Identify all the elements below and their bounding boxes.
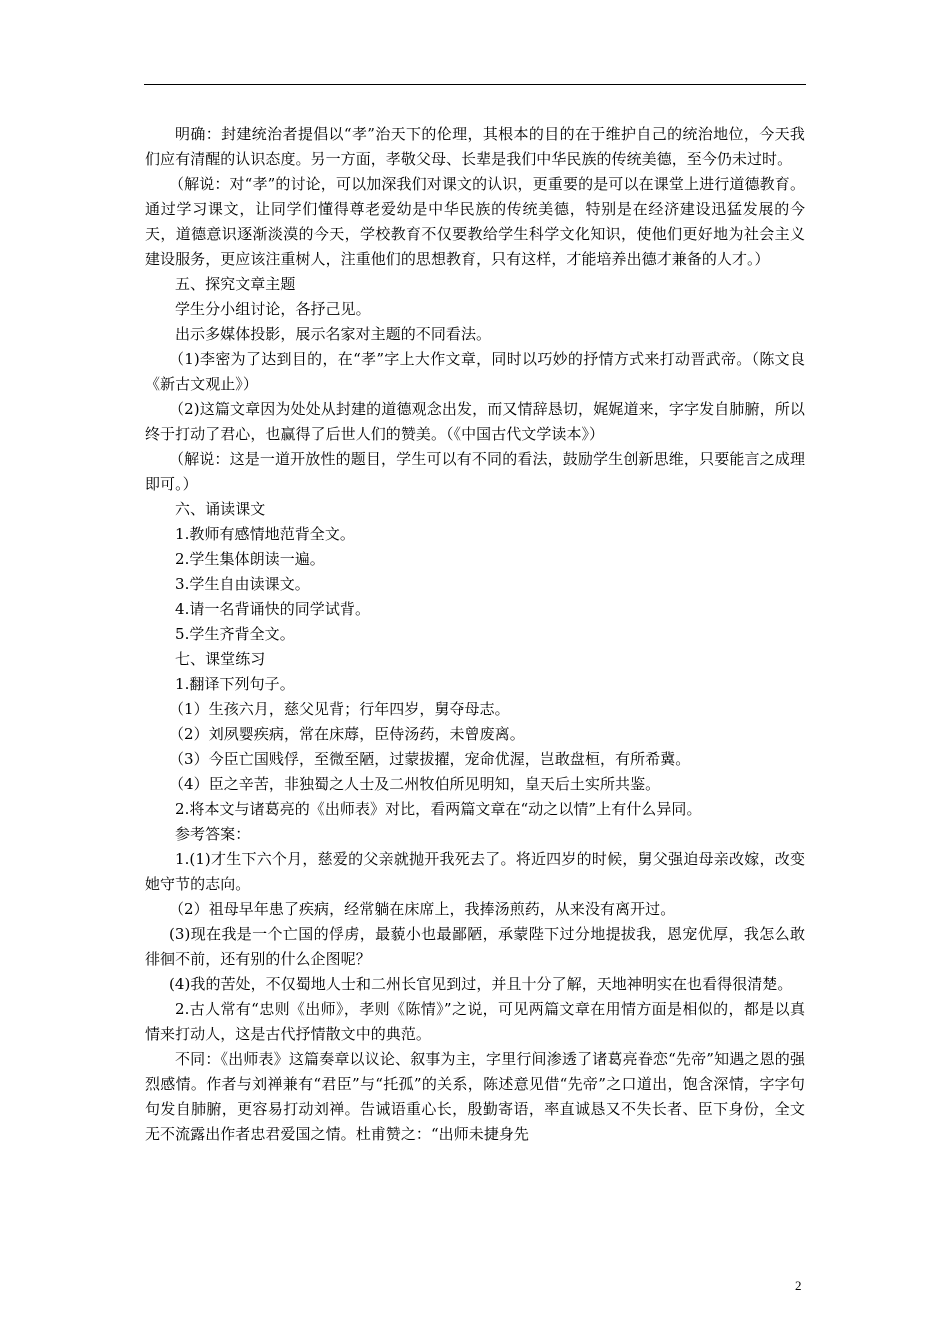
list-item: （3）今臣亡国贱俘，至微至陋，过蒙拔擢，宠命优渥，岂敢盘桓，有所希冀。 — [169, 750, 691, 768]
paragraph: （解说：对“孝”的讨论，可以加深我们对课文的认识，更重要的是可以在课堂上进行道德教育。通过学习课文，让同学们懂得尊老爱幼是中华民族的传统美德，特别是在经济建设迅猛发展的今天，道德意识逐渐淡漠的今天，学校教育不仅要教给学生科学文化知识，使他们更好地为社会主义建设服务，更应该注重树人，注重他们的思想教育，只有这样，才能培养出德才兼备的人才。） — [145, 175, 805, 268]
page-number: 2 — [795, 1278, 802, 1293]
list-item: 2.将本文与诸葛亮的《出师表》对比，看两篇文章在“动之以情”上有什么异同。 — [175, 800, 702, 818]
list-item: (3)现在我是一个亡国的俘虏，最藐小也最鄙陋，承蒙陛下过分地提拔我，恩宠优厚，我怎么敢徘徊不前，还有别的什么企图呢？ — [145, 925, 805, 968]
list-item: （4）臣之辛苦，非独蜀之人士及二州牧伯所见明知，皇天后土实所共鉴。 — [169, 775, 661, 793]
paragraph: 出示多媒体投影，展示名家对主题的不同看法。 — [175, 325, 492, 343]
paragraph: （解说：这是一道开放性的题目，学生可以有不同的看法，鼓励学生创新思维，只要能言之成理即可。） — [145, 450, 805, 493]
list-item: （1)李密为了达到目的，在“孝”字上大作文章，同时以巧妙的抒情方式来打动晋武帝。（陈文良《新古文观止》） — [145, 350, 805, 393]
paragraph: 明确：封建统治者提倡以“孝”治天下的伦理，其根本的目的在于维护自己的统治地位，今天我们应有清醒的认识态度。另一方面，孝敬父母、长辈是我们中华民族的传统美德，至今仍未过时。 — [145, 125, 805, 168]
list-item: （2)这篇文章因为处处从封建的道德观念出发，而又情辞恳切，娓娓道来，字字发自肺腑，所以终于打动了君心，也赢得了后世人们的赞美。（《中国古代文学读本》） — [145, 400, 805, 443]
list-item: （2）祖母早年患了疾病，经常躺在床席上，我捧汤煎药，从来没有离开过。 — [169, 900, 676, 918]
paragraph: 学生分小组讨论，各抒己见。 — [175, 300, 371, 318]
paragraph: 不同：《出师表》这篇奏章以议论、叙事为主，字里行间渗透了诸葛亮眷恋“先帝”知遇之恩的强烈感情。作者与刘禅兼有“君臣”与“托孤”的关系，陈述意见借“先帝”之口道出，饱含深情，字字句句发自肺腑，更容易打动刘禅。告诫语重心长，殷勤寄语，率直诚恳又不失长者、臣下身份，全文无不流露出作者忠君爱国之情。杜甫赞之：“出师未捷身先 — [145, 1050, 805, 1143]
list-item: 2.学生集体朗读一遍。 — [175, 550, 325, 568]
list-item: 1.教师有感情地范背全文。 — [175, 525, 355, 543]
list-item: (4)我的苦处，不仅蜀地人士和二州长官见到过，并且十分了解，天地神明实在也看得很清楚。 — [169, 975, 793, 993]
list-item: 5.学生齐背全文。 — [175, 625, 295, 643]
list-item: 3.学生自由读课文。 — [175, 575, 310, 593]
header-rule — [144, 84, 806, 85]
section-heading: 六、诵读课文 — [175, 500, 266, 518]
paragraph: 参考答案： — [175, 825, 251, 843]
list-item: 1.(1)才生下六个月，慈爱的父亲就抛开我死去了。将近四岁的时候，舅父强迫母亲改嫁，改变她守节的志向。 — [145, 850, 805, 893]
document-body — [145, 122, 805, 1147]
list-item: （1）生孩六月，慈父见背；行年四岁，舅夺母志。 — [169, 700, 510, 718]
section-heading: 五、探究文章主题 — [175, 275, 296, 293]
list-item: 2.古人常有“忠则《出师》，孝则《陈情》”之说，可见两篇文章在用情方面是相似的，都是以真情来打动人，这是古代抒情散文中的典范。 — [145, 1000, 805, 1043]
list-item: 4.请一名背诵快的同学试背。 — [175, 600, 371, 618]
list-item: 1.翻译下列句子。 — [175, 675, 295, 693]
section-heading: 七、课堂练习 — [175, 650, 266, 668]
list-item: （2）刘夙婴疾病，常在床蓐，臣侍汤药，未曾废离。 — [169, 725, 525, 743]
